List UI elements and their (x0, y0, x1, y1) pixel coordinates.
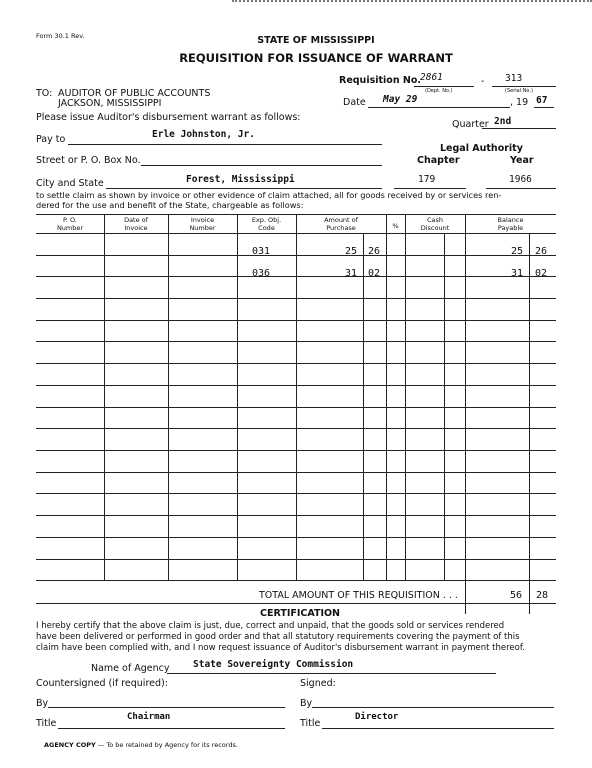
col-line-balance-cents (529, 233, 530, 614)
right-by-line (312, 707, 554, 708)
requisition-label: Requisition No. (339, 75, 421, 86)
row-2-balance-cents: 02 (535, 268, 548, 279)
col-header-invoice: Invoice Number (189, 216, 216, 232)
col-header-percent: % (392, 222, 399, 230)
date-label: Date (343, 97, 366, 108)
settle-text-1: to settle claim as shown by invoice or other evidence of claim attached, all for goods received by or services ren- (36, 190, 502, 200)
right-title-line (322, 728, 554, 729)
col-line-exp (296, 214, 297, 580)
col-line-po (104, 214, 105, 580)
footer-note (44, 741, 238, 749)
street-label: Street or P. O. Box No. (36, 155, 141, 166)
col-line-cash-cents (444, 233, 445, 580)
year-prefix: , 19 (510, 97, 529, 108)
authority-year-value: 1966 (509, 174, 532, 185)
left-by-line (48, 707, 285, 708)
authority-year-line (486, 188, 556, 189)
settle-text-2: dered for the use and benefit of the State, chargeable as follows: (36, 200, 304, 210)
serial-no-line (492, 86, 556, 87)
signed-label: Signed: (300, 678, 336, 689)
right-title-label: Title (300, 718, 321, 729)
left-title-label: Title (36, 718, 57, 729)
to-line-1: AUDITOR OF PUBLIC ACCOUNTS (58, 88, 211, 99)
col-header-po: P. O. Number (56, 216, 84, 232)
row-2-balance-dollars: 31 (511, 268, 524, 279)
serial-no-value: 313 (505, 73, 523, 84)
col-header-balance: Balance Payable (497, 216, 524, 232)
footer-agency-copy: AGENCY COPY (44, 741, 96, 749)
agency-label: Name of Agency (91, 663, 170, 674)
date-value: May 29 (383, 94, 418, 105)
col-header-exp-code: Exp. Obj. Code (251, 216, 282, 232)
right-by-label: By (300, 698, 313, 709)
quarter-line (482, 128, 556, 129)
form-title: REQUISITION FOR ISSUANCE OF WARRANT (179, 51, 453, 65)
col-header-amount: Amount of Purchase (324, 216, 358, 232)
certification-title: CERTIFICATION (259, 608, 341, 619)
agency-line (167, 673, 496, 674)
col-header-cash: Cash Discount (420, 216, 450, 232)
city-value: Forest, Mississippi (186, 174, 295, 185)
chapter-line (394, 188, 466, 189)
street-line (141, 165, 382, 166)
please-issue-text: Please issue Auditor's disbursement warrant as follows: (36, 112, 301, 123)
col-line-date (168, 214, 169, 580)
form-number: Form 30.1 Rev. (36, 32, 85, 40)
date-line (368, 107, 510, 108)
state-title: STATE OF MISSISSIPPI (257, 35, 375, 46)
left-title-line (58, 728, 285, 729)
dept-no-line (414, 86, 474, 87)
city-line (106, 188, 382, 189)
right-title-value: Director (355, 712, 399, 722)
row-2-code: 036 (252, 268, 271, 279)
requisition-dash: - (481, 76, 485, 87)
cert-text-3: claim have been complied with, and I now request issuance of Auditor's disbursement warrant in payment thereof. (36, 643, 525, 653)
total-dollars: 56 (510, 590, 523, 601)
dept-no-value: 2861 (420, 72, 443, 83)
col-line-cash (465, 214, 466, 614)
row-1-amount-cents: 26 (368, 246, 381, 257)
pay-to-value: Erle Johnston, Jr. (152, 129, 255, 140)
left-by-label: By (36, 698, 49, 709)
to-label: TO: (36, 88, 53, 99)
total-label: TOTAL AMOUNT OF THIS REQUISITION . . . (259, 590, 458, 601)
cert-text-1: I hereby certify that the above claim is just, due, correct and unpaid, that the goods sold or services rendered (36, 621, 505, 631)
col-line-amount-cents (363, 233, 364, 580)
year-suffix: 67 (536, 95, 548, 106)
col-header-date: Date of Invoice (124, 216, 148, 232)
pay-to-line (68, 144, 382, 145)
year-label: Year (510, 155, 534, 166)
quarter-value: 2nd (494, 116, 512, 127)
year-line (534, 107, 554, 108)
cert-text-2: have been delivered or performed in good order and that all statutory requirements covering the payment of this (36, 632, 520, 642)
col-line-percent (405, 214, 406, 580)
agency-value: State Sovereignty Commission (193, 659, 354, 670)
chapter-value: 179 (418, 174, 436, 185)
col-line-invoice (237, 214, 238, 580)
total-separator (36, 603, 556, 604)
left-title-value: Chairman (127, 712, 171, 722)
row-1-balance-cents: 26 (535, 246, 548, 257)
total-cents: 28 (536, 590, 549, 601)
legal-authority-label: Legal Authority (440, 143, 523, 154)
row-2-amount-cents: 02 (368, 268, 381, 279)
col-line-amount (386, 214, 387, 580)
chapter-label: Chapter (417, 155, 460, 166)
dept-no-caption: (Dept. No.) (425, 88, 453, 94)
table-row-line (36, 580, 556, 581)
countersigned-label: Countersigned (if required): (36, 678, 168, 689)
row-1-amount-dollars: 25 (345, 246, 358, 257)
footer-retain-text: — To be retained by Agency for its records. (95, 741, 238, 749)
serial-no-caption: (Serial No.) (505, 88, 533, 94)
row-1-code: 031 (252, 246, 271, 257)
top-edge-perforation (232, 0, 592, 5)
row-1-balance-dollars: 25 (511, 246, 524, 257)
to-line-2: JACKSON, MISSISSIPPI (58, 98, 162, 109)
pay-to-label: Pay to (36, 134, 66, 145)
row-2-amount-dollars: 31 (345, 268, 358, 279)
quarter-label: Quarter (452, 119, 489, 130)
city-label: City and State (36, 178, 104, 189)
